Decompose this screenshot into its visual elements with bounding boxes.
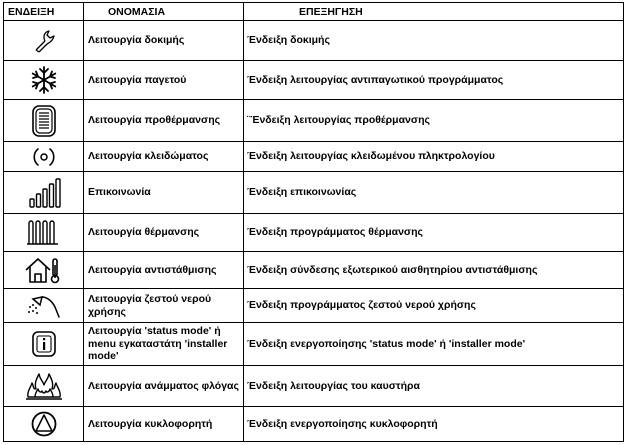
table-row — [4, 365, 624, 407]
shower-icon — [25, 293, 63, 319]
table-row — [4, 60, 624, 100]
table-row — [4, 213, 624, 252]
row-name: Λειτουργία δοκιμής — [84, 21, 244, 61]
row-desc: Ένδειξη δοκιμής — [244, 21, 624, 61]
table-row — [4, 21, 624, 61]
table-row — [4, 288, 624, 322]
row-name: Λειτουργία 'status mode' ή menu εγκαταστάτη 'installer mode' — [84, 323, 244, 366]
keylock-icon — [29, 145, 59, 169]
header-row — [4, 3, 624, 21]
info-icon — [30, 329, 58, 359]
table-row — [4, 100, 624, 142]
row-name: Επικοινωνία — [84, 172, 244, 214]
header-explanation: ΕΠΕΞΗΓΗΣΗ — [244, 3, 624, 21]
flame-icon — [24, 371, 64, 401]
row-name: Λειτουργία παγετού — [84, 60, 244, 100]
row-desc: Ένδειξη επικοινωνίας — [244, 172, 624, 214]
icon-cell — [4, 323, 84, 366]
row-name: Λειτουργία αντιστάθμισης — [84, 252, 244, 288]
signal-bars-icon — [27, 177, 61, 209]
icon-cell — [4, 365, 84, 407]
header-indication: ΕΝΔΕΙΞΗ — [4, 3, 84, 21]
legend-table — [3, 2, 624, 442]
row-desc: Ένδειξη ενεργοποίησης κυκλοφορητή — [244, 407, 624, 442]
circulator-pump-icon — [30, 410, 58, 438]
icon-cell — [4, 252, 84, 288]
row-desc: Ένδειξη λειτουργίας κλειδωμένου πληκτρολογίου — [244, 141, 624, 171]
icon-cell — [4, 288, 84, 322]
table-row — [4, 323, 624, 366]
row-name: Λειτουργία ανάμματος φλόγας — [84, 365, 244, 407]
icon-cell — [4, 100, 84, 142]
icon-cell — [4, 60, 84, 100]
header-name: ΟΝΟΜΑΣΙΑ — [84, 3, 244, 21]
row-desc: ¨Ένδειξη λειτουργίας προθέρμανσης — [244, 100, 624, 142]
radiator-icon — [25, 218, 63, 248]
snowflake-icon — [29, 65, 59, 95]
icon-cell — [4, 21, 84, 61]
row-desc: Ένδειξη προγράμματος θέρμανσης — [244, 213, 624, 252]
row-name: Λειτουργία προθέρμανσης — [84, 100, 244, 142]
table-row — [4, 172, 624, 214]
row-name: Λειτουργία θέρμανσης — [84, 213, 244, 252]
icon-cell — [4, 172, 84, 214]
icon-cell — [4, 213, 84, 252]
wrench-icon — [30, 27, 58, 55]
row-name: Λειτουργία ζεστού νερού χρήσης — [84, 288, 244, 322]
row-desc: Ένδειξη προγράμματος ζεστού νερού χρήσης — [244, 288, 624, 322]
row-desc: Ένδειξη ενεργοποίησης 'status mode' ή 'installer mode' — [244, 323, 624, 366]
table-row — [4, 252, 624, 288]
row-desc: Ένδειξη λειτουργίας του καυστήρα — [244, 365, 624, 407]
table-row — [4, 141, 624, 171]
row-desc: Ένδειξη λειτουργίας αντιπαγωτικού προγράμματος — [244, 60, 624, 100]
row-desc: Ένδειξη σύνδεσης εξωτερικού αισθητηρίου αντιστάθμισης — [244, 252, 624, 288]
row-name: Λειτουργία κυκλοφορητή — [84, 407, 244, 442]
table-row — [4, 407, 624, 442]
icon-cell — [4, 141, 84, 171]
row-name: Λειτουργία κλειδώματος — [84, 141, 244, 171]
house-thermometer-icon — [24, 255, 64, 285]
icon-cell — [4, 407, 84, 442]
preheat-coil-icon — [31, 104, 57, 138]
